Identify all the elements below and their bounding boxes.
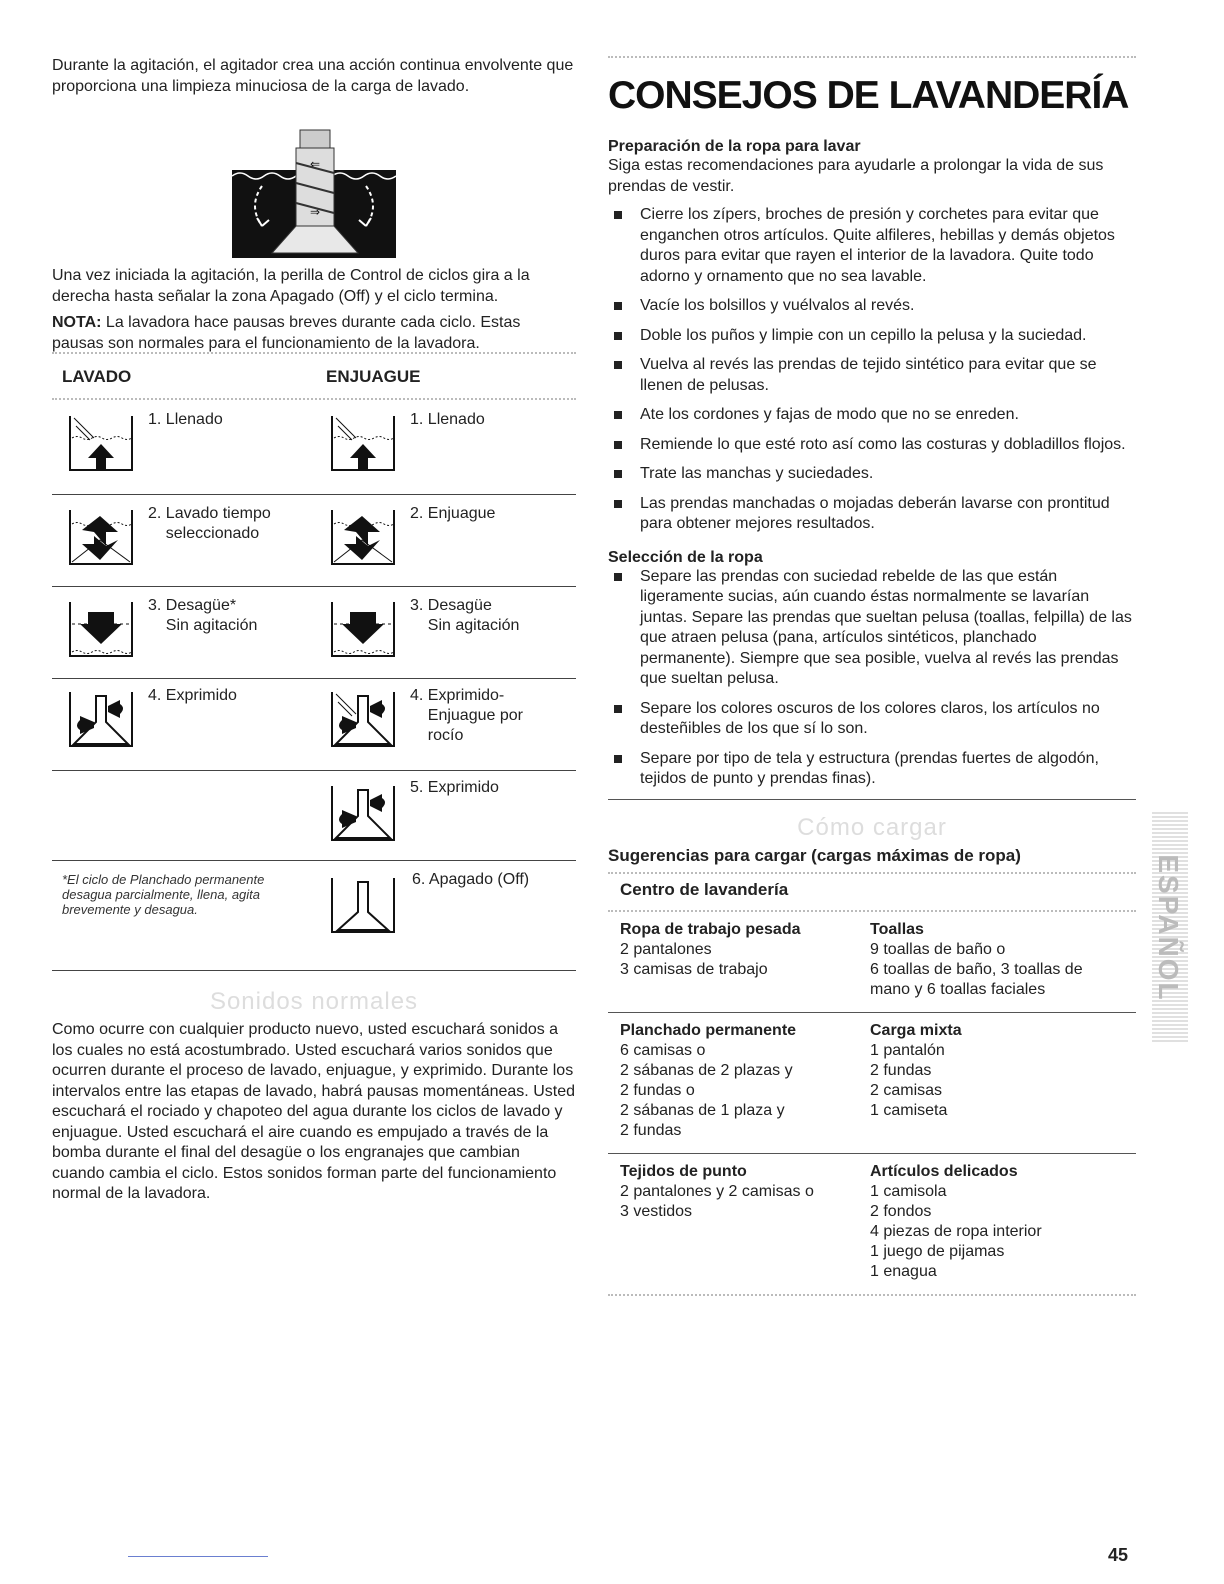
row-divider	[52, 678, 576, 679]
load-heading: Sugerencias para cargar (cargas máximas de ropa)	[608, 845, 1021, 865]
enjuague-step: 2. Enjuague	[410, 505, 496, 522]
fill-icon	[68, 416, 134, 472]
list-item: Cierre los zípers, broches de presión y corchetes para evitar que enganchen otros artículos. Quite alfileres, hebillas y demás objetos duros para evitar que rayen el interior de la lavadora. Quite todo adorno y ornamento que no sea lavable.	[608, 205, 1136, 287]
sounds-title: Sonidos normales	[209, 988, 419, 1015]
list-item: Trate las manchas y suciedades.	[608, 464, 1136, 485]
load-group-list: 2 pantalones 3 camisas de trabajo	[620, 940, 768, 978]
divider	[52, 398, 576, 400]
load-group	[608, 1021, 1136, 1141]
row-divider	[52, 586, 576, 587]
list-item: Las prendas manchadas o mojadas deberán lavarse con prontitud para obtener mejores resultados.	[608, 494, 1136, 535]
load-group-heading: Toallas	[870, 920, 924, 938]
load-group-list: 1 pantalón 2 fundas 2 camisas 1 camiseta	[870, 1041, 948, 1119]
load-group-heading: Planchado permanente	[620, 1021, 797, 1039]
list-item: Separe los colores oscuros de los colores claros, los artículos no desteñibles de los que sí lo son.	[608, 699, 1136, 740]
load-group-list: 6 camisas o 2 sábanas de 2 plazas y 2 fundas o 2 sábanas de 1 plaza y 2 fundas	[620, 1041, 793, 1139]
spin-icon	[68, 692, 134, 748]
divider	[608, 910, 1136, 912]
list-item: Ate los cordones y fajas de modo que no se enreden.	[608, 405, 1136, 426]
prep-intro: Siga estas recomendaciones para ayudarle a prolongar la vida de sus prendas de vestir.	[608, 157, 1104, 195]
svg-text:⇒: ⇒	[309, 205, 321, 219]
side-tab-label: ESPAÑOL	[1153, 854, 1184, 1002]
svg-text:⇐: ⇐	[309, 157, 321, 171]
load-group-list: 1 camisola 2 fondos 4 piezas de ropa interior 1 juego de pijamas 1 enagua	[870, 1182, 1042, 1280]
agitator-illustration	[232, 128, 396, 258]
note-text: NOTA: La lavadora hace pausas breves durante cada ciclo. Estas pausas son normales para el funcionamiento de la lavadora.	[52, 314, 521, 352]
divider	[608, 1012, 1136, 1013]
lavado-step: 4. Exprimido	[148, 687, 237, 704]
agitation-intro: Durante la agitación, el agitador crea una acción continua envolvente que proporciona una limpieza minuciosa de la carga de lavado.	[52, 57, 574, 95]
language-side-tab	[1150, 812, 1190, 1042]
enjuague-step: 3. Desagüe Sin agitación	[410, 597, 520, 634]
selection-heading: Selección de la ropa	[608, 548, 763, 566]
load-group-heading: Ropa de trabajo pesada	[620, 920, 801, 938]
lavado-step: 3. Desagüe* Sin agitación	[148, 597, 258, 634]
load-group-list: 2 pantalones y 2 camisas o 3 vestidos	[620, 1182, 814, 1220]
list-item: Separe las prendas con suciedad rebelde de las que están ligeramente sucias, aún cuando éstas normalmente se lavarían juntas. Separe las prendas que sueltan pelusa (toallas, felpilla) de las que atraen pelusa (pana, artículos sintéticos, planchado permanente). Siempre que sea posible, vuelva al revés las prendas que sueltan pelusa.	[608, 567, 1136, 690]
after-agitation-text: Una vez iniciada la agitación, la perilla de Control de ciclos gira a la derecha hasta señalar la zona Apagado (Off) y el ciclo termina.	[52, 267, 530, 305]
row-divider	[52, 494, 576, 495]
right-column	[608, 56, 1136, 1296]
spin-icon	[330, 786, 396, 842]
divider	[608, 56, 1136, 58]
enjuague-header: ENJUAGUE	[326, 367, 421, 386]
divider	[608, 872, 1136, 874]
load-group-heading: Tejidos de punto	[620, 1162, 747, 1180]
agitate-icon	[68, 510, 134, 566]
load-group-list: 9 toallas de baño o 6 toallas de baño, 3 toallas de mano y 6 toallas faciales	[870, 940, 1083, 998]
off-icon	[330, 878, 396, 934]
divider	[608, 799, 1136, 800]
page-title: CONSEJOS DE LAVANDERÍA	[608, 74, 1129, 117]
left-column	[52, 56, 576, 97]
load-group	[608, 1162, 1136, 1282]
footnote: *El ciclo de Planchado permanente desagua parcialmente, llena, agita brevemente y desagua.	[62, 872, 265, 917]
page-number: 45	[1108, 1545, 1129, 1565]
agitate-icon	[330, 510, 396, 566]
footer-line	[128, 1556, 268, 1557]
fill-icon	[330, 416, 396, 472]
enjuague-step: 4. Exprimido- Enjuague por rocío	[410, 687, 523, 744]
drain-icon	[330, 602, 396, 658]
divider	[608, 1294, 1136, 1296]
sounds-text: Como ocurre con cualquier producto nuevo, usted escuchará sonidos a los cuales no está acostumbrado. Usted escuchará varios sonidos que ocurren durante el proceso de lavado, enjuague, y exprimido. Durante los intervalos entre las etapas de lavado, habrá pausas momentáneas. Usted escuchará el rociado y chapoteo del agua durante los ciclos de lavado y enjuague. Usted escuchará el aire cuando es empujado a través de la bomba durante el final del desagüe o los engranajes que cambian cuando cambia el ciclo. Estos sonidos forman parte del funcionamiento normal de la lavadora.	[52, 1021, 575, 1202]
prep-list	[608, 205, 1136, 535]
divider	[608, 1153, 1136, 1154]
lavado-step: 2. Lavado tiempo seleccionado	[148, 505, 271, 542]
list-item: Vacíe los bolsillos y vuélvalos al revés.	[608, 296, 1136, 317]
lavado-step: 1. Llenado	[148, 411, 223, 428]
row-divider	[52, 970, 576, 971]
list-item: Remiende lo que esté roto así como las costuras y dobladillos flojos.	[608, 435, 1136, 456]
divider	[52, 352, 576, 354]
enjuague-step: 5. Exprimido	[410, 779, 499, 796]
load-title: Cómo cargar	[797, 813, 947, 841]
spray-rinse-icon	[330, 692, 396, 748]
enjuague-step: 1. Llenado	[410, 411, 485, 428]
prep-heading: Preparación de la ropa para lavar	[608, 138, 861, 155]
load-group	[608, 920, 1136, 1000]
center-heading: Centro de lavandería	[620, 879, 789, 899]
row-divider	[52, 770, 576, 771]
lavado-header: LAVADO	[62, 367, 132, 386]
list-item: Doble los puños y limpie con un cepillo la pelusa y la suciedad.	[608, 326, 1136, 347]
load-group-heading: Carga mixta	[870, 1021, 962, 1039]
row-divider	[52, 860, 576, 861]
load-group-heading: Artículos delicados	[870, 1162, 1018, 1180]
selection-list	[608, 567, 1136, 790]
drain-icon	[68, 602, 134, 658]
list-item: Separe por tipo de tela y estructura (prendas fuertes de algodón, tejidos de punto y prendas finas).	[608, 749, 1136, 790]
enjuague-step: 6. Apagado (Off)	[412, 871, 530, 888]
list-item: Vuelva al revés las prendas de tejido sintético para evitar que se llenen de pelusas.	[608, 355, 1136, 396]
